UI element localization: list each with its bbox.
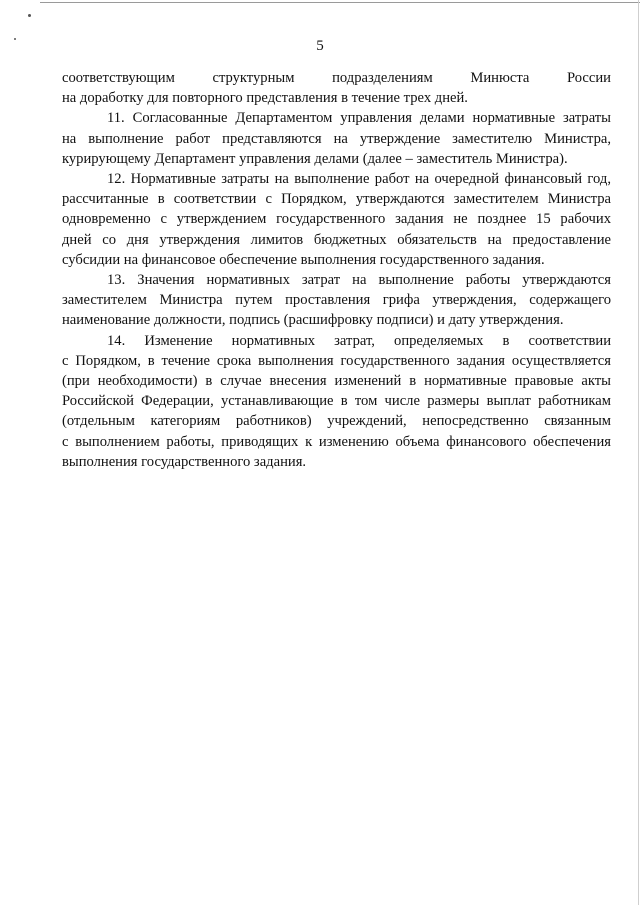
text-line: соответствующим структурным подразделениям Минюста России bbox=[62, 70, 611, 86]
text-line: одновременно с утверждением государственного задания не позднее 15 рабочих bbox=[62, 211, 611, 228]
scan-top-edge bbox=[40, 2, 640, 3]
scan-right-edge bbox=[638, 0, 639, 905]
paragraph-13 bbox=[62, 270, 611, 331]
text-line: наименование должности, подпись (расшифровку подписи) и дату утверждения. bbox=[62, 312, 564, 329]
text-line: 11. Согласованные Департаментом управления делами нормативные затраты bbox=[107, 110, 611, 127]
text-line: 13. Значения нормативных затрат на выполнение работы утверждаются bbox=[107, 272, 611, 289]
text-line: на доработку для повторного представления в течение трех дней. bbox=[62, 90, 468, 107]
text-line: курирующему Департамент управления делами (далее – заместитель Министра). bbox=[62, 150, 568, 167]
text-line: с Порядком, в течение срока выполнения государственного задания осуществляется bbox=[62, 352, 611, 369]
paragraph-11 bbox=[62, 108, 611, 169]
text-line: с выполнением работы, приводящих к изменению объема финансового обеспечения bbox=[62, 433, 611, 450]
text-line: 12. Нормативные затраты на выполнение работ на очередной финансовый год, bbox=[107, 171, 611, 188]
text-line: 14. Изменение нормативных затрат, определяемых в соответствии bbox=[107, 332, 611, 349]
text-line: дней со дня утверждения лимитов бюджетных обязательств на предоставление bbox=[62, 231, 611, 248]
text-line: (при необходимости) в случае внесения изменений в нормативные правовые акты bbox=[62, 373, 611, 390]
text-line: (отдельным категориям работников) учреждений, непосредственно связанным bbox=[62, 413, 611, 430]
text-line: Российской Федерации, устанавливающие в том числе размеры выплат работникам bbox=[62, 393, 611, 410]
paragraph-14 bbox=[62, 331, 611, 472]
document-body bbox=[62, 68, 611, 472]
text-line: заместителем Министра путем проставления грифа утверждения, содержащего bbox=[62, 292, 611, 309]
paragraph-continuation bbox=[62, 68, 611, 108]
text-line: субсидии на финансовое обеспечение выполнения государственного задания. bbox=[62, 251, 545, 268]
text-line: на выполнение работ представляются на утверждение заместителю Министра, bbox=[62, 130, 611, 147]
scan-speck bbox=[28, 14, 31, 17]
paragraph-12 bbox=[62, 169, 611, 270]
page-number: 5 bbox=[316, 38, 324, 54]
text-line: выполнения государственного задания. bbox=[62, 453, 307, 470]
text-line: рассчитанные в соответствии с Порядком, утверждаются заместителем Министра bbox=[62, 191, 611, 208]
